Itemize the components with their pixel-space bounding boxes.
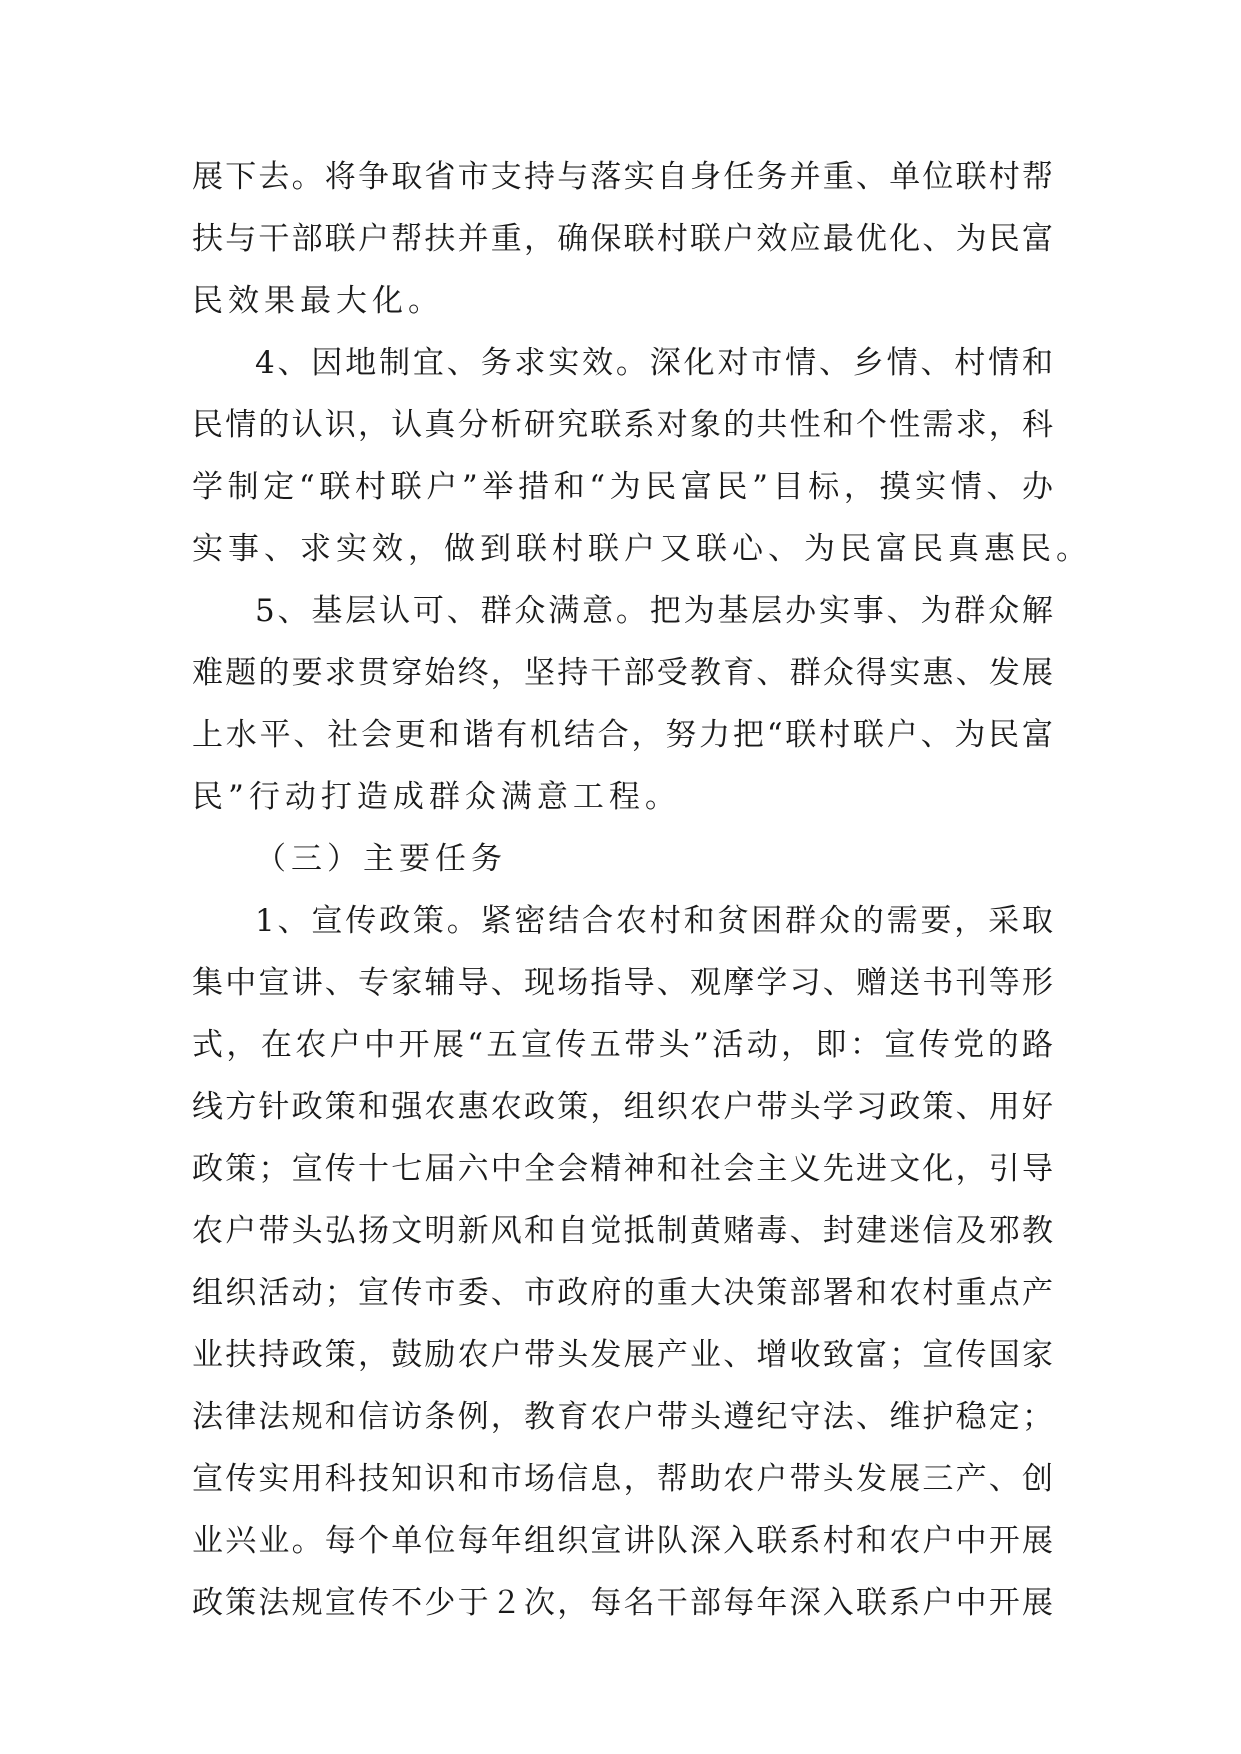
paragraph-line: 组织活动；宣传市委、市政府的重大决策部署和农村重点产 (192, 1275, 1054, 1311)
paragraph-line: 学制定“联村联户”举措和“为民富民”目标，摸实情、办 (192, 469, 1054, 505)
paragraph-line: 宣传实用科技知识和市场信息，帮助农户带头发展三产、创 (192, 1461, 1054, 1497)
paragraph-line: 5、基层认可、群众满意。把为基层办实事、为群众解 (255, 593, 1054, 629)
paragraph-line: 民”行动打造成群众满意工程。 (192, 779, 681, 815)
paragraph-line: 法律法规和信访条例，教育农户带头遵纪守法、维护稳定； (192, 1399, 1054, 1435)
section-heading: （三）主要任务 (255, 841, 507, 877)
paragraph-line: 农户带头弘扬文明新风和自觉抵制黄赌毒、封建迷信及邪教 (192, 1213, 1054, 1249)
paragraph-line: 业兴业。每个单位每年组织宣讲队深入联系村和农户中开展 (192, 1523, 1054, 1559)
paragraph-line: 政策法规宣传不少于２次，每名干部每年深入联系户中开展 (192, 1585, 1054, 1621)
paragraph-line: 难题的要求贯穿始终，坚持干部受教育、群众得实惠、发展 (192, 655, 1054, 691)
paragraph-line: 民情的认识，认真分析研究联系对象的共性和个性需求，科 (192, 407, 1054, 443)
paragraph-line: 1、宣传政策。紧密结合农村和贫困群众的需要，采取 (255, 903, 1054, 939)
paragraph-line: 集中宣讲、专家辅导、现场指导、观摩学习、赠送书刊等形 (192, 965, 1054, 1001)
paragraph-line: 4、因地制宜、务求实效。深化对市情、乡情、村情和 (255, 345, 1054, 381)
paragraph-line: 线方针政策和强农惠农政策，组织农户带头学习政策、用好 (192, 1089, 1054, 1125)
paragraph-line: 业扶持政策，鼓励农户带头发展产业、增收致富；宣传国家 (192, 1337, 1054, 1373)
paragraph-line: 扶与干部联户帮扶并重，确保联村联户效应最优化、为民富 (192, 221, 1054, 257)
paragraph-line: 式，在农户中开展“五宣传五带头”活动，即：宣传党的路 (192, 1027, 1054, 1063)
paragraph-line: 展下去。将争取省市支持与落实自身任务并重、单位联村帮 (192, 159, 1054, 195)
paragraph-line: 实事、求实效，做到联村联户又联心、为民富民真惠民。 (192, 531, 1092, 567)
paragraph-line: 上水平、社会更和谐有机结合，努力把“联村联户、为民富 (192, 717, 1054, 753)
paragraph-line: 政策；宣传十七届六中全会精神和社会主义先进文化，引导 (192, 1151, 1054, 1187)
paragraph-line: 民效果最大化。 (192, 283, 444, 319)
